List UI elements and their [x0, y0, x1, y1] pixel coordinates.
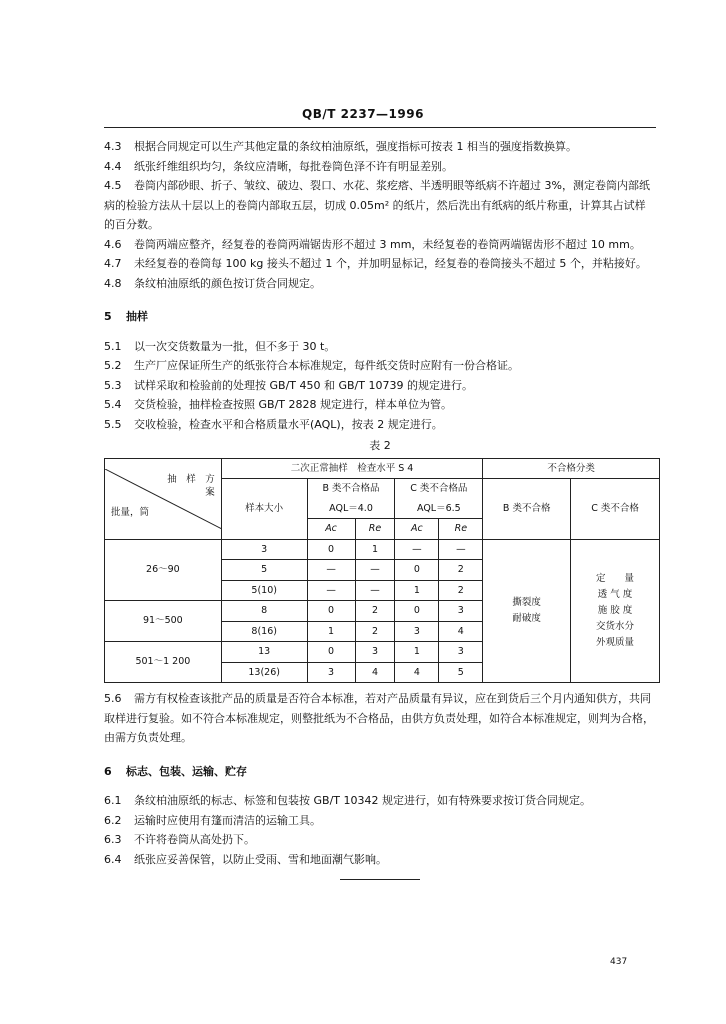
clause: 6.1 条纹柏油原纸的标志、标签和包装按 GB/T 10342 规定进行，如有特殊要求按订货合同规定。: [104, 794, 591, 807]
clause: 4.6 卷筒两端应整齐，经复卷的卷筒两端锯齿形不超过 3 mm，未经复卷的卷筒两端锯齿形不超过 10 mm。: [104, 237, 641, 251]
c-re-cell: 2: [439, 580, 483, 601]
b-ac-cell: 1: [307, 621, 355, 642]
b-ac-cell: 0: [307, 601, 355, 622]
header-rule: [104, 127, 656, 128]
diag-label-top-2: 案: [205, 486, 215, 498]
end-rule: [340, 879, 420, 880]
sample-size-cell: 8(16): [221, 621, 307, 642]
clause: 4.7 未经复卷的卷筒每 100 kg 接头不超过 1 个，并加明显标记，经复卷的卷筒接头不超过 5 个，并粘接好。: [104, 257, 647, 270]
header-re: Re: [439, 519, 483, 540]
c-re-cell: 3: [439, 642, 483, 663]
lot-size-cell: 26～90: [105, 539, 222, 601]
b-ac-cell: —: [307, 560, 355, 581]
header-re: Re: [355, 519, 395, 540]
b-re-cell: 4: [355, 662, 395, 683]
header-ac: Ac: [307, 519, 355, 540]
sample-size-cell: 13(26): [221, 662, 307, 683]
b-ac-cell: 3: [307, 662, 355, 683]
b-re-cell: 1: [355, 539, 395, 560]
b-re-cell: 3: [355, 642, 395, 663]
b-ac-cell: —: [307, 580, 355, 601]
sample-size-cell: 5: [221, 560, 307, 581]
clauses-section-4: [104, 137, 656, 293]
header-b-class: B 类不合格: [483, 479, 571, 540]
c-ac-cell: 3: [395, 621, 439, 642]
header-sampling-plan: 二次正常抽样 检查水平 S 4: [221, 458, 483, 479]
c-ac-cell: 4: [395, 662, 439, 683]
c-re-cell: 3: [439, 601, 483, 622]
b-re-cell: —: [355, 560, 395, 581]
clause: 5.3 试样采取和检验前的处理按 GB/T 450 和 GB/T 10739 的规定进行。: [104, 378, 473, 392]
c-re-cell: —: [439, 539, 483, 560]
sample-size-cell: 3: [221, 539, 307, 560]
table-caption: 表 2: [369, 439, 391, 452]
header-nonconformity: 不合格分类: [483, 458, 660, 479]
clauses-section-6: [104, 791, 656, 869]
c-re-cell: 5: [439, 662, 483, 683]
document-body: [104, 137, 656, 880]
clause: 4.4 纸张纤维组织均匀，条纹应清晰，每批卷筒色泽不许有明显差别。: [104, 159, 453, 173]
clause: 4.8 条纹柏油原纸的颜色按订货合同规定。: [104, 276, 321, 290]
diagonal-header-cell: [105, 458, 222, 539]
diag-label-bottom: 批量，筒: [111, 507, 150, 518]
clause: 4.3 根据合同规定可以生产其他定量的条纹柏油原纸，强度指标可按表 1 相当的强度指数换算。: [104, 140, 577, 153]
b-class-items-cell: 撕裂度 耐破度: [483, 539, 571, 683]
header-c-aql: C 类不合格品 AQL＝6.5: [395, 479, 483, 519]
c-class-items-cell: 定 量 透 气 度 施 胶 度 交货水分 外观质量: [571, 539, 660, 683]
b-re-cell: 2: [355, 621, 395, 642]
clause: 4.5 卷筒内部砂眼、折子、皱纹、破边、裂口、水花、浆疙瘩、半透明眼等纸病不许超过 3%，测定卷筒内部纸病的检验方法从十层以上的卷筒内部取五层，切成 0.05m² 的纸片，然后洗出有纸病的纸片称重，计算其占试样的百分数。: [104, 179, 650, 231]
sampling-table: [104, 458, 660, 684]
sample-size-cell: 13: [221, 642, 307, 663]
c-re-cell: 4: [439, 621, 483, 642]
page-number: 437: [610, 957, 628, 967]
clause: 6.2 运输时应使用有篷而清洁的运输工具。: [104, 813, 321, 827]
lot-size-cell: 501～1 200: [105, 642, 222, 683]
clauses-section-5: [104, 337, 656, 435]
c-re-cell: 2: [439, 560, 483, 581]
c-ac-cell: 1: [395, 642, 439, 663]
c-ac-cell: 0: [395, 601, 439, 622]
c-ac-cell: 1: [395, 580, 439, 601]
c-ac-cell: —: [395, 539, 439, 560]
clause: 6.4 纸张应妥善保管，以防止受雨、雪和地面潮气影响。: [104, 852, 387, 866]
clause: 5.1 以一次交货数量为一批，但不多于 30 t。: [104, 339, 336, 353]
b-re-cell: —: [355, 580, 395, 601]
table-row: [105, 539, 660, 560]
header-c-class: C 类不合格: [571, 479, 660, 540]
clause: 5.2 生产厂应保证所生产的纸张符合本标准规定，每件纸交货时应附有一份合格证。: [104, 359, 519, 372]
header-ac: Ac: [395, 519, 439, 540]
clause: 5.4 交货检验，抽样检查按照 GB/T 2828 规定进行，样本单位为管。: [104, 398, 452, 411]
b-ac-cell: 0: [307, 642, 355, 663]
clause: 6.3 不许将卷筒从高处扔下。: [104, 833, 255, 846]
c-ac-cell: 0: [395, 560, 439, 581]
document-header: QB/T 2237—1996: [302, 107, 424, 121]
clause: 5.6 需方有权检查该批产品的质量是否符合本标准，若对产品质量有异议，应在到货后三个月内通知供方，共同取样进行复验。如不符合本标准规定，则整批纸为不合格品，由供方负责处理，如符合本标准规定，则判为合格，由需方负责处理。: [104, 692, 654, 744]
lot-size-cell: 91～500: [105, 601, 222, 642]
section-heading-marking: 6 标志、包装、运输、贮存: [104, 764, 247, 778]
sample-size-cell: 5(10): [221, 580, 307, 601]
clause: 5.5 交收检验，检查水平和合格质量水平(AQL)，按表 2 规定进行。: [104, 417, 443, 431]
section-heading-sampling: 5 抽样: [104, 310, 148, 323]
header-sample-size: 样本大小: [221, 479, 307, 540]
header-b-aql: B 类不合格品 AQL＝4.0: [307, 479, 395, 519]
sample-size-cell: 8: [221, 601, 307, 622]
b-ac-cell: 0: [307, 539, 355, 560]
diag-label-top: 抽 样 方: [167, 473, 215, 485]
b-re-cell: 2: [355, 601, 395, 622]
